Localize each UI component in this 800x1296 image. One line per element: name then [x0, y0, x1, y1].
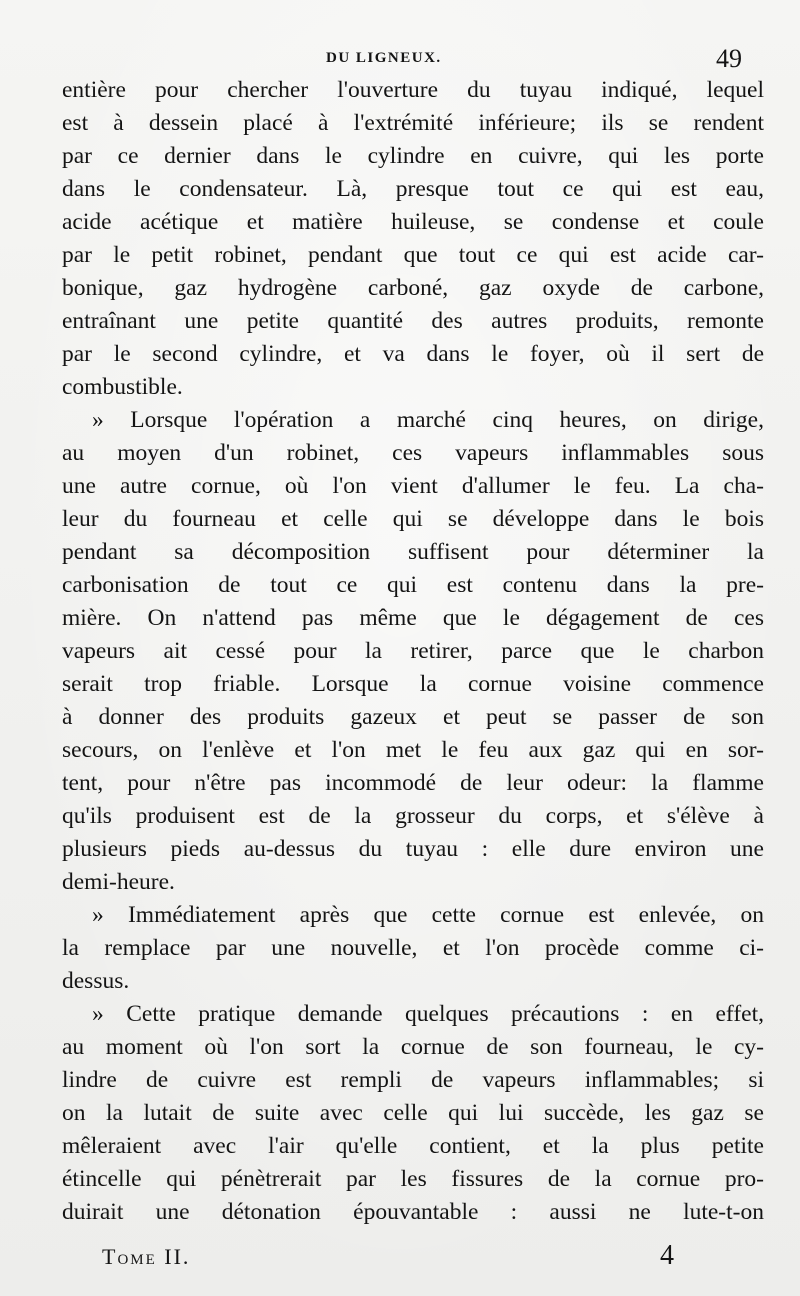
text-line: la remplace par une nouvelle, et l'on procède comme ci-	[62, 935, 764, 961]
body-text	[62, 74, 764, 1229]
running-title: DU LIGNEUX.	[326, 50, 442, 66]
text-line: serait trop friable. Lorsque la cornue voisine commence	[62, 671, 764, 697]
text-line: leur du fourneau et celle qui se développe dans le bois	[62, 506, 764, 532]
page-number: 49	[716, 44, 742, 73]
text-line: par ce dernier dans le cylindre en cuivre, qui les porte	[62, 143, 764, 169]
text-line: » Immédiatement après que cette cornue est enlevée, on	[92, 902, 764, 928]
text-line: à donner des produits gazeux et peut se passer de son	[62, 704, 764, 730]
text-line: mière. On n'attend pas même que le dégagement de ces	[62, 605, 764, 631]
page-footer	[0, 1240, 800, 1280]
text-line: entraînant une petite quantité des autres produits, remonte	[62, 308, 764, 334]
text-line: bonique, gaz hydrogène carboné, gaz oxyde de carbone,	[62, 275, 764, 301]
text-line: étincelle qui pénètrerait par les fissures de la cornue pro-	[62, 1166, 764, 1192]
text-line: lindre de cuivre est rempli de vapeurs inflammables; si	[62, 1067, 764, 1093]
text-line: est à dessein placé à l'extrémité inférieure; ils se rendent	[62, 110, 764, 136]
text-line: pendant sa décomposition suffisent pour déterminer la	[62, 539, 764, 565]
text-line: par le petit robinet, pendant que tout ce qui est acide car-	[62, 242, 764, 268]
text-line: entière pour chercher l'ouverture du tuyau indiqué, lequel	[62, 77, 764, 103]
text-line: par le second cylindre, et va dans le foyer, où il sert de	[62, 341, 764, 367]
running-head	[0, 44, 800, 78]
signature-mark: 4	[660, 1240, 674, 1271]
text-line: » Lorsque l'opération a marché cinq heures, on dirige,	[92, 407, 764, 433]
text-line: qu'ils produisent est de la grosseur du corps, et s'élève à	[62, 803, 764, 829]
text-line: vapeurs ait cessé pour la retirer, parce que le charbon	[62, 638, 764, 664]
text-line: mêleraient avec l'air qu'elle contient, et la plus petite	[62, 1133, 764, 1159]
text-line: acide acétique et matière huileuse, se condense et coule	[62, 209, 764, 235]
text-line: dessus.	[62, 968, 130, 994]
text-line: on la lutait de suite avec celle qui lui succède, les gaz se	[62, 1100, 764, 1126]
text-line: duirait une détonation épouvantable : aussi ne lute-t-on	[62, 1199, 764, 1225]
text-line: carbonisation de tout ce qui est contenu dans la pre-	[62, 572, 764, 598]
text-line: dans le condensateur. Là, presque tout ce qui est eau,	[62, 176, 764, 202]
text-line: au moyen d'un robinet, ces vapeurs inflammables sous	[62, 440, 764, 466]
text-line: au moment où l'on sort la cornue de son fourneau, le cy-	[62, 1034, 764, 1060]
text-line: » Cette pratique demande quelques précautions : en effet,	[92, 1001, 764, 1027]
text-line: plusieurs pieds au-dessus du tuyau : elle dure environ une	[62, 836, 764, 862]
text-line: une autre cornue, où l'on vient d'allumer le feu. La cha-	[62, 473, 764, 499]
text-line: demi-heure.	[62, 869, 175, 895]
text-line: secours, on l'enlève et l'on met le feu aux gaz qui en sor-	[62, 737, 764, 763]
volume-label: Tome II.	[102, 1244, 191, 1269]
text-line: tent, pour n'être pas incommodé de leur odeur: la flamme	[62, 770, 764, 796]
text-line: combustible.	[62, 374, 183, 400]
